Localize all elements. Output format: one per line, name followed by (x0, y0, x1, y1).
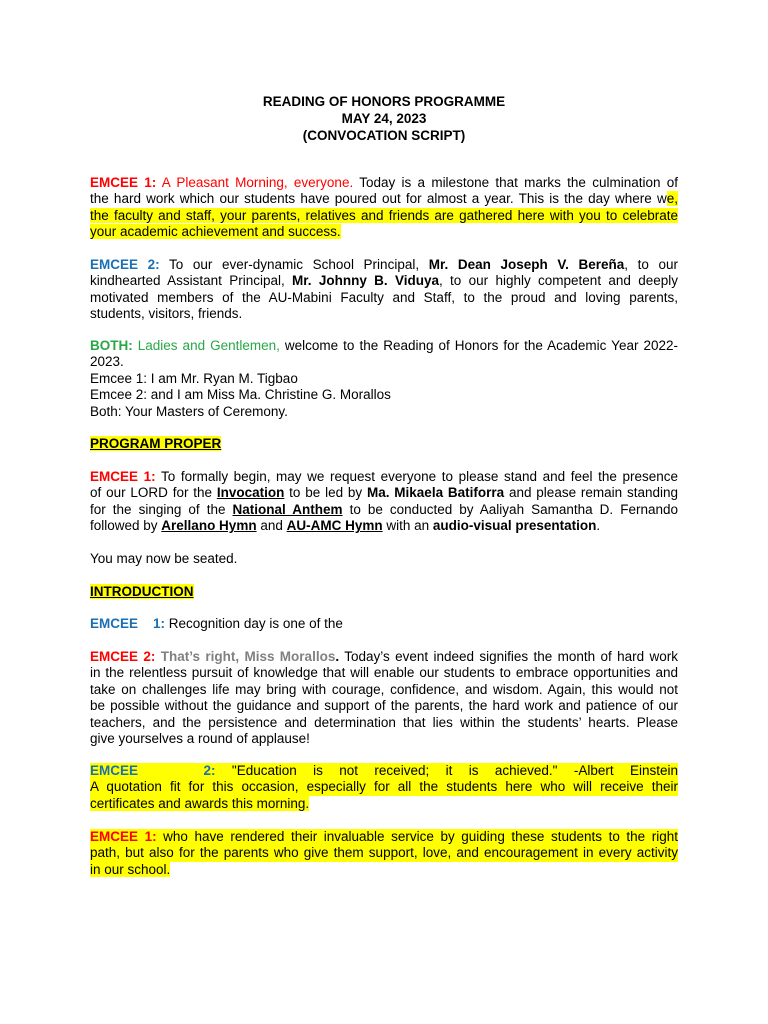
speaker-label: EMCEE 1: (90, 469, 156, 484)
speaker-label: EMCEE 1: (90, 829, 157, 844)
document-title (0, 93, 768, 144)
speaker-label: EMCEE 2: (90, 257, 160, 272)
title-line: READING OF HONORS PROGRAMME (262, 94, 506, 109)
speaker-label: BOTH: (90, 338, 133, 353)
introduction-heading: INTRODUCTION (90, 584, 194, 599)
speaker-label: EMCEE 1: (90, 175, 157, 190)
program-proper-heading: PROGRAM PROPER (90, 436, 222, 451)
both-welcome-paragraph: BOTH: Ladies and Gentlemen, welcome to the Reading of Honors for the Academic Year 2022- 2023. Emcee 1: I am Mr. Ryan M. Tigbao Emcee 2: and I am Miss Ma. Christine G. Morallos Both: Your Masters of Ceremony. (90, 338, 678, 419)
date-line: MAY 24, 2023 (341, 111, 427, 126)
emcee1-opening-paragraph: EMCEE 1: A Pleasant Morning, everyone. Today is a milestone that marks the culmination of the hard work which our students have poured out for almost a year. This is the day where we, the faculty and staff, your parents, relatives and friends are gathered here with you to celebrate your academic achievement and success. (90, 175, 678, 240)
emcee1-service-paragraph: EMCEE 1: who have rendered their invaluable service by guiding these students to the right path, but also for the parents who give them support, love, and encouragement in every activity in our school. (90, 829, 679, 877)
speaker-label: EMCEE 1: (90, 616, 166, 631)
speaker-label: EMCEE 2: (90, 763, 216, 778)
emcee2-welcome-paragraph: EMCEE 2: To our ever-dynamic School Principal, Mr. Dean Joseph V. Bereña, to our kindhearted Assistant Principal, Mr. Johnny B. Viduya, to our highly competent and deeply motivated members of the AU-Mabini Faculty and Staff, to the proud and loving parents, students, visitors, friends. (90, 257, 679, 322)
emcee1-recognition-line: EMCEE 1: Recognition day is one of the (90, 616, 343, 631)
emcee2-hardwork-paragraph: EMCEE 2: That’s right, Miss Morallos. Today’s event indeed signifies the month of hard work in the relentless pursuit of knowledge that will enable our students to embrace opportunities and take on challenges life may bring with courage, confidence, and wisdom. Again, this would not be possible without the guidance and support of the parents, the hard work and patience of our teachers, and the persistence and determination that lies within the students’ hearts. Please give yourselves a round of applause! (90, 649, 678, 747)
subtitle-line: (CONVOCATION SCRIPT) (302, 128, 466, 143)
seated-line: You may now be seated. (90, 551, 238, 566)
speaker-label: EMCEE 2: (90, 649, 156, 664)
emcee2-quotation-paragraph: EMCEE 2: "Education is not received; it is achieved." -Albert Einstein A quotation fit for this occasion, especially for all the students here who will receive their certificates and awards this morning. (90, 763, 678, 811)
emcee1-invocation-paragraph: EMCEE 1: To formally begin, may we request everyone to please stand and feel the presence of our LORD for the Invocation to be led by Ma. Mikaela Batiforra and please remain standing for the singing of the National Anthem to be conducted by Aaliyah Samantha D. Fernando followed by Arellano Hymn and AU-AMC Hymn with an audio-visual presentation. (90, 469, 679, 534)
